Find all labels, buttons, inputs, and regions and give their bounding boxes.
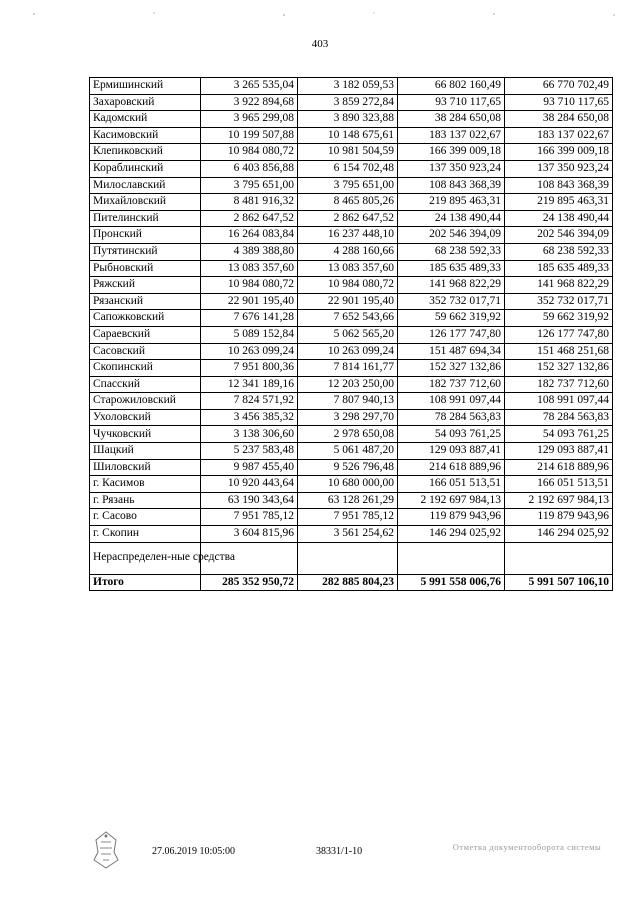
table-row [90,260,613,277]
table-row [90,310,613,327]
amount-cell: 183 137 022,67 [398,127,505,144]
amount-cell: 119 879 943,96 [398,509,505,526]
amount-cell: 129 093 887,41 [505,443,613,460]
amount-cell: 10 984 080,72 [201,277,298,294]
district-name-cell: Пителинский [90,210,201,227]
amount-cell: 6 403 856,88 [201,160,298,177]
amount-cell: 12 203 250,00 [298,376,398,393]
amount-cell: 7 807 940,13 [298,393,398,410]
unallocated-cell [398,542,505,574]
amount-cell: 78 284 563,83 [505,409,613,426]
amount-cell: 3 922 894,68 [201,94,298,111]
amount-cell: 219 895 463,31 [398,194,505,211]
amount-cell: 10 984 080,72 [201,144,298,161]
amount-cell: 3 795 651,00 [298,177,398,194]
amount-cell: 7 652 543,66 [298,310,398,327]
amount-cell: 38 284 650,08 [505,111,613,128]
amount-cell: 24 138 490,44 [505,210,613,227]
table-body [90,78,613,591]
district-name-cell: Пронский [90,227,201,244]
amount-cell: 13 083 357,60 [201,260,298,277]
amount-cell: 141 968 822,29 [505,277,613,294]
district-name-cell: Касимовский [90,127,201,144]
district-name-cell: Захаровский [90,94,201,111]
amount-cell: 9 987 455,40 [201,459,298,476]
amount-cell: 8 465 805,26 [298,194,398,211]
amount-cell: 185 635 489,33 [505,260,613,277]
amount-cell: 146 294 025,92 [398,526,505,543]
amount-cell: 9 526 796,48 [298,459,398,476]
amount-cell: 126 177 747,80 [398,326,505,343]
amount-cell: 16 237 448,10 [298,227,398,244]
amount-cell: 202 546 394,09 [398,227,505,244]
amount-cell: 2 978 650,08 [298,426,398,443]
amount-cell: 3 859 272,84 [298,94,398,111]
unallocated-cell [505,542,613,574]
amount-cell: 214 618 889,96 [398,459,505,476]
amount-cell: 137 350 923,24 [398,160,505,177]
table-row [90,111,613,128]
amount-cell: 6 154 702,48 [298,160,398,177]
amount-cell: 93 710 117,65 [505,94,613,111]
amount-cell: 3 561 254,62 [298,526,398,543]
table-row [90,227,613,244]
district-name-cell: г. Касимов [90,476,201,493]
amount-cell: 166 399 009,18 [505,144,613,161]
unallocated-row [90,542,613,574]
district-name-cell: Сасовский [90,343,201,360]
amount-cell: 152 327 132,86 [505,360,613,377]
unallocated-cell [298,542,398,574]
table-row [90,293,613,310]
amount-cell: 3 138 306,60 [201,426,298,443]
amount-cell: 166 051 513,51 [505,476,613,493]
amount-cell: 146 294 025,92 [505,526,613,543]
table-row [90,210,613,227]
seal-icon [92,830,120,870]
amount-cell: 66 770 702,49 [505,78,613,95]
district-name-cell: Рязанский [90,293,201,310]
amount-cell: 10 263 099,24 [298,343,398,360]
amount-cell: 24 138 490,44 [398,210,505,227]
footer-datetime: 27.06.2019 10:05:00 [152,846,236,857]
amount-cell: 214 618 889,96 [505,459,613,476]
district-name-cell: Старожиловский [90,393,201,410]
amount-cell: 7 676 141,28 [201,310,298,327]
amount-cell: 59 662 319,92 [398,310,505,327]
amount-cell: 2 862 647,52 [298,210,398,227]
amount-cell: 108 843 368,39 [505,177,613,194]
amount-cell: 352 732 017,71 [505,293,613,310]
amount-cell: 7 951 800,36 [201,360,298,377]
table-row [90,343,613,360]
amount-cell: 3 456 385,32 [201,409,298,426]
table-row [90,78,613,95]
amount-cell: 63 190 343,64 [201,492,298,509]
amount-cell: 108 991 097,44 [398,393,505,410]
total-value: 282 885 804,23 [298,574,398,591]
table-row [90,160,613,177]
district-name-cell: Скопинский [90,360,201,377]
amount-cell: 119 879 943,96 [505,509,613,526]
amount-cell: 13 083 357,60 [298,260,398,277]
amount-cell: 10 263 099,24 [201,343,298,360]
amount-cell: 141 968 822,29 [398,277,505,294]
table-row [90,426,613,443]
amount-cell: 108 991 097,44 [505,393,613,410]
amount-cell: 185 635 489,33 [398,260,505,277]
district-name-cell: г. Рязань [90,492,201,509]
district-name-cell: Путятинский [90,243,201,260]
table-row [90,376,613,393]
amount-cell: 10 920 443,64 [201,476,298,493]
scan-artifacts [24,6,624,14]
table-row [90,476,613,493]
amount-cell: 3 298 297,70 [298,409,398,426]
unallocated-label: Нераспределен-ные средства [90,542,201,574]
amount-cell: 63 128 261,29 [298,492,398,509]
amount-cell: 108 843 368,39 [398,177,505,194]
amount-cell: 7 951 785,12 [298,509,398,526]
table-row [90,409,613,426]
amount-cell: 3 182 059,53 [298,78,398,95]
amount-cell: 3 890 323,88 [298,111,398,128]
amount-cell: 10 981 504,59 [298,144,398,161]
amount-cell: 16 264 083,84 [201,227,298,244]
amount-cell: 5 237 583,48 [201,443,298,460]
table-row [90,243,613,260]
total-row [90,574,613,591]
amount-cell: 3 265 535,04 [201,78,298,95]
table-row [90,509,613,526]
amount-cell: 352 732 017,71 [398,293,505,310]
amount-cell: 182 737 712,60 [398,376,505,393]
total-value: 5 991 507 106,10 [505,574,613,591]
table-row [90,127,613,144]
district-name-cell: Ухоловский [90,409,201,426]
table-row [90,393,613,410]
amount-cell: 3 795 651,00 [201,177,298,194]
amount-cell: 129 093 887,41 [398,443,505,460]
table-row [90,326,613,343]
amount-cell: 68 238 592,33 [398,243,505,260]
district-name-cell: Чучковский [90,426,201,443]
table-row [90,492,613,509]
table-row [90,194,613,211]
amount-cell: 2 862 647,52 [201,210,298,227]
table-row [90,277,613,294]
amount-cell: 4 288 160,66 [298,243,398,260]
amount-cell: 166 051 513,51 [398,476,505,493]
district-name-cell: Кораблинский [90,160,201,177]
footer-doc-number: 38331/1-10 [316,846,363,857]
total-value: 285 352 950,72 [201,574,298,591]
amount-cell: 54 093 761,25 [398,426,505,443]
table-row [90,526,613,543]
district-name-cell: г. Сасово [90,509,201,526]
total-value: 5 991 558 006,76 [398,574,505,591]
district-name-cell: Милославский [90,177,201,194]
district-name-cell: Шиловский [90,459,201,476]
table-row [90,94,613,111]
amount-cell: 151 468 251,68 [505,343,613,360]
district-name-cell: Шацкий [90,443,201,460]
amount-cell: 10 148 675,61 [298,127,398,144]
amount-cell: 152 327 132,86 [398,360,505,377]
amount-cell: 59 662 319,92 [505,310,613,327]
amount-cell: 22 901 195,40 [201,293,298,310]
amount-cell: 3 604 815,96 [201,526,298,543]
district-name-cell: Ермишинский [90,78,201,95]
amount-cell: 22 901 195,40 [298,293,398,310]
amount-cell: 38 284 650,08 [398,111,505,128]
district-name-cell: Спасский [90,376,201,393]
amount-cell: 8 481 916,32 [201,194,298,211]
amount-cell: 7 824 571,92 [201,393,298,410]
district-name-cell: Сапожковский [90,310,201,327]
amount-cell: 7 951 785,12 [201,509,298,526]
amount-cell: 4 389 388,80 [201,243,298,260]
amount-cell: 78 284 563,83 [398,409,505,426]
table-row [90,443,613,460]
table-row [90,177,613,194]
amount-cell: 166 399 009,18 [398,144,505,161]
district-name-cell: Михайловский [90,194,201,211]
table-row [90,144,613,161]
budget-table [89,77,613,591]
page-number: 403 [311,38,329,50]
amount-cell: 2 192 697 984,13 [505,492,613,509]
amount-cell: 182 737 712,60 [505,376,613,393]
district-name-cell: Кадомский [90,111,201,128]
amount-cell: 3 965 299,08 [201,111,298,128]
amount-cell: 66 802 160,49 [398,78,505,95]
amount-cell: 183 137 022,67 [505,127,613,144]
amount-cell: 10 199 507,88 [201,127,298,144]
district-name-cell: г. Скопин [90,526,201,543]
amount-cell: 12 341 189,16 [201,376,298,393]
amount-cell: 126 177 747,80 [505,326,613,343]
amount-cell: 68 238 592,33 [505,243,613,260]
amount-cell: 54 093 761,25 [505,426,613,443]
district-name-cell: Клепиковский [90,144,201,161]
total-label: Итого [90,574,201,591]
amount-cell: 137 350 923,24 [505,160,613,177]
amount-cell: 10 984 080,72 [298,277,398,294]
district-name-cell: Ряжский [90,277,201,294]
amount-cell: 7 814 161,77 [298,360,398,377]
table-row [90,360,613,377]
amount-cell: 5 089 152,84 [201,326,298,343]
table-row [90,459,613,476]
amount-cell: 93 710 117,65 [398,94,505,111]
district-name-cell: Сараевский [90,326,201,343]
district-name-cell: Рыбновский [90,260,201,277]
amount-cell: 151 487 694,34 [398,343,505,360]
amount-cell: 5 062 565,20 [298,326,398,343]
amount-cell: 10 680 000,00 [298,476,398,493]
amount-cell: 5 061 487,20 [298,443,398,460]
amount-cell: 219 895 463,31 [505,194,613,211]
document-flow-stamp: Отметка документооборота системы [452,842,602,852]
amount-cell: 202 546 394,09 [505,227,613,244]
amount-cell: 2 192 697 984,13 [398,492,505,509]
